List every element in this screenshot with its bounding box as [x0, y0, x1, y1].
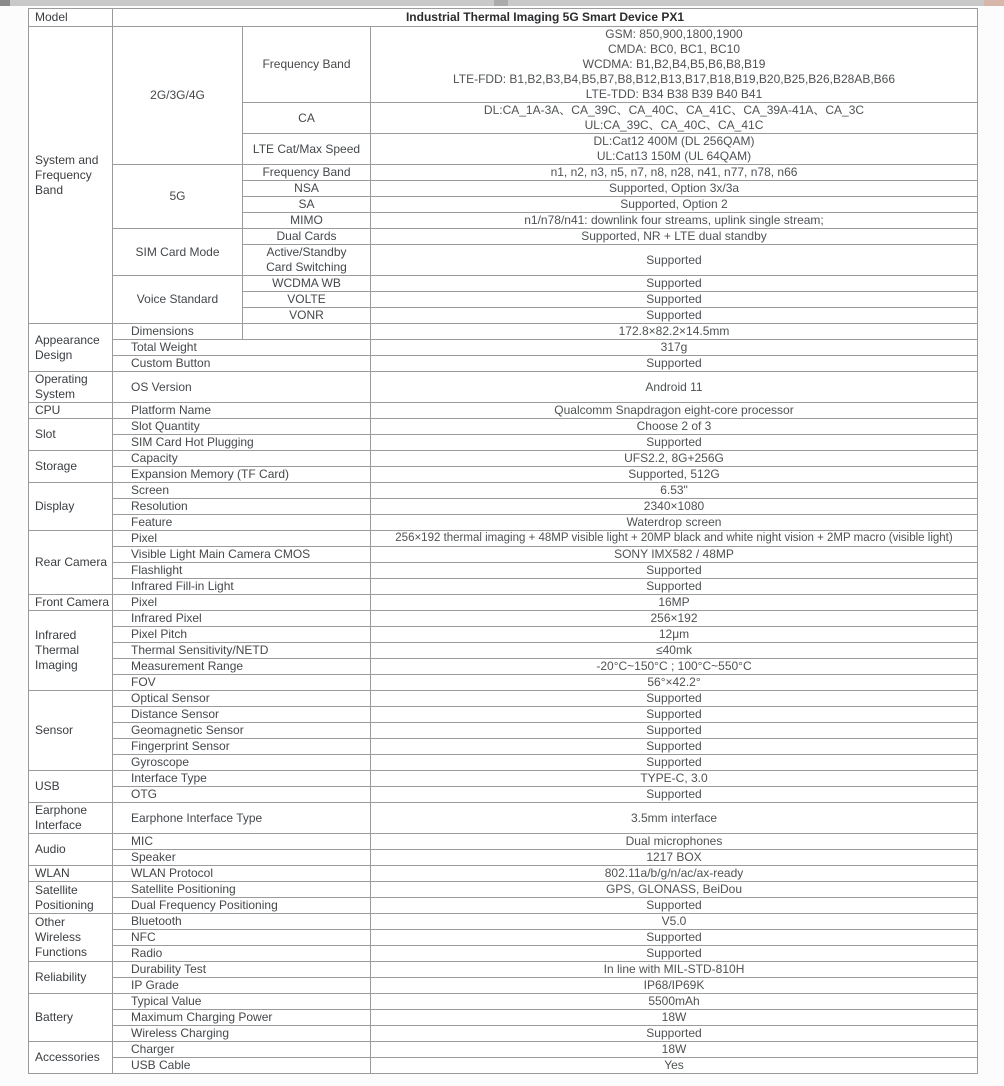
- spec-row: [29, 787, 978, 803]
- value-line: LTE-TDD: B34 B38 B39 B40 B41: [585, 87, 763, 101]
- spec-value-cell: Supported: [371, 1026, 978, 1042]
- category-cell: WLAN: [29, 866, 113, 882]
- spec-label-cell: MIMO: [243, 213, 371, 229]
- spec-value-cell: Supported: [371, 356, 978, 372]
- spec-label-cell: Satellite Positioning: [113, 882, 371, 898]
- top-edge-smudge-left: [0, 0, 10, 6]
- spec-value-cell: 5500mAh: [371, 994, 978, 1010]
- spec-label-cell: Bluetooth: [113, 914, 371, 930]
- category-cell: Operating System: [29, 372, 113, 403]
- category-cell: Front Camera: [29, 595, 113, 611]
- spec-label-cell: USB Cable: [113, 1058, 371, 1074]
- spec-label-cell: CA: [243, 103, 371, 134]
- spec-label-cell: NFC: [113, 930, 371, 946]
- spec-row: [29, 27, 978, 103]
- spec-value-cell: Supported: [371, 787, 978, 803]
- value-line: UL:Cat13 150M (UL 64QAM): [596, 149, 752, 163]
- spec-value-cell: 256×192 thermal imaging + 48MP visible light + 20MP black and white night vision + 2MP macro (visible light): [371, 531, 978, 547]
- spec-row: [29, 579, 978, 595]
- group-cell: 5G: [113, 165, 243, 229]
- spec-label-cell: SA: [243, 197, 371, 213]
- spec-label-cell: Screen: [113, 483, 371, 499]
- spec-value-cell: Supported: [371, 563, 978, 579]
- spec-label-cell: Thermal Sensitivity/NETD: [113, 643, 371, 659]
- spec-value-cell: n1, n2, n3, n5, n7, n8, n28, n41, n77, n78, n66: [371, 165, 978, 181]
- spec-value-cell: Supported: [371, 723, 978, 739]
- value-line: WCDMA: B1,B2,B4,B5,B6,B8,B19: [582, 57, 766, 71]
- spec-value-cell: Qualcomm Snapdragon eight-core processor: [371, 403, 978, 419]
- spec-label-cell: Infrared Pixel: [113, 611, 371, 627]
- spec-row: [29, 611, 978, 627]
- spec-value-cell: 802.11a/b/g/n/ac/ax-ready: [371, 866, 978, 882]
- spec-label-cell: Slot Quantity: [113, 419, 371, 435]
- spec-value-cell: Dual microphones: [371, 834, 978, 850]
- spec-label-cell: Visible Light Main Camera CMOS: [113, 547, 371, 563]
- spec-label-cell: Interface Type: [113, 771, 371, 787]
- spec-label-cell: Measurement Range: [113, 659, 371, 675]
- spec-row: [29, 467, 978, 483]
- spec-row: [29, 994, 978, 1010]
- spec-label-cell: [243, 245, 371, 276]
- spec-row: [29, 563, 978, 579]
- spec-row: [29, 898, 978, 914]
- spec-label-cell: Typical Value: [113, 994, 371, 1010]
- category-cell: Display: [29, 483, 113, 531]
- spec-label-cell: Platform Name: [113, 403, 371, 419]
- value-line: CMDA: BC0, BC1, BC10: [607, 42, 741, 56]
- spec-label-cell: Earphone Interface Type: [113, 803, 371, 834]
- category-cell: Battery: [29, 994, 113, 1042]
- spec-value-cell: Supported: [371, 276, 978, 292]
- spec-label-cell: Dual Frequency Positioning: [113, 898, 371, 914]
- spec-label-cell: Capacity: [113, 451, 371, 467]
- spec-value-cell: ≤40mk: [371, 643, 978, 659]
- spec-value-cell: Waterdrop screen: [371, 515, 978, 531]
- spec-label-cell: Speaker: [113, 850, 371, 866]
- spec-row: [29, 1058, 978, 1074]
- spec-value-cell: Supported: [371, 755, 978, 771]
- spec-row: [29, 419, 978, 435]
- spec-row: [29, 643, 978, 659]
- spec-row: [29, 403, 978, 419]
- spec-value-cell: Supported, NR + LTE dual standby: [371, 229, 978, 245]
- spec-value-cell: Android 11: [371, 372, 978, 403]
- spec-label-cell: Pixel Pitch: [113, 627, 371, 643]
- spec-value-cell: 256×192: [371, 611, 978, 627]
- spec-label-cell: NSA: [243, 181, 371, 197]
- spec-value-cell: 1217 BOX: [371, 850, 978, 866]
- empty-cell: [243, 324, 371, 340]
- spec-value-cell: UFS2.2, 8G+256G: [371, 451, 978, 467]
- spec-value-cell: Supported: [371, 308, 978, 324]
- spec-label-cell: Gyroscope: [113, 755, 371, 771]
- spec-row: [29, 165, 978, 181]
- spec-label-cell: Radio: [113, 946, 371, 962]
- top-edge-smudge-right: [984, 0, 1004, 6]
- spec-row: [29, 356, 978, 372]
- category-cell: Appearance Design: [29, 324, 113, 372]
- spec-label-cell: WLAN Protocol: [113, 866, 371, 882]
- category-cell: System and Frequency Band: [29, 27, 113, 324]
- model-value-cell: Industrial Thermal Imaging 5G Smart Device PX1: [113, 9, 978, 27]
- category-cell: Other Wireless Functions: [29, 914, 113, 962]
- spec-row: [29, 627, 978, 643]
- category-cell: Reliability: [29, 962, 113, 994]
- spec-label-cell: Charger: [113, 1042, 371, 1058]
- spec-label-cell: Pixel: [113, 595, 371, 611]
- spec-value-cell: TYPE-C, 3.0: [371, 771, 978, 787]
- top-edge-artifact: [0, 0, 1004, 6]
- spec-label-cell: Durability Test: [113, 962, 371, 978]
- spec-label-cell: Resolution: [113, 499, 371, 515]
- spec-row: [29, 914, 978, 930]
- spec-value-cell: [371, 103, 978, 134]
- spec-label-cell: Dimensions: [113, 324, 243, 340]
- spec-value-cell: Supported: [371, 691, 978, 707]
- spec-table: [28, 8, 978, 1074]
- value-line: DL:Cat12 400M (DL 256QAM): [593, 134, 755, 148]
- spec-label-cell: VONR: [243, 308, 371, 324]
- spec-value-cell: Supported: [371, 946, 978, 962]
- spec-label-cell: Pixel: [113, 531, 371, 547]
- category-cell: Rear Camera: [29, 531, 113, 595]
- spec-row: [29, 1026, 978, 1042]
- spec-value-cell: Supported, Option 3x/3a: [371, 181, 978, 197]
- spec-value-cell: Supported: [371, 707, 978, 723]
- category-cell: Audio: [29, 834, 113, 866]
- spec-label-cell: OS Version: [113, 372, 371, 403]
- spec-row: [29, 723, 978, 739]
- value-line: UL:CA_39C、CA_40C、CA_41C: [584, 118, 764, 132]
- category-cell: Storage: [29, 451, 113, 483]
- spec-row: [29, 531, 978, 547]
- spec-label-cell: FOV: [113, 675, 371, 691]
- value-line: Active/Standby: [266, 245, 347, 259]
- value-line: LTE-FDD: B1,B2,B3,B4,B5,B7,B8,B12,B13,B17,B18,B19,B20,B25,B26,B28AB,B66: [452, 72, 896, 86]
- spec-label-cell: Geomagnetic Sensor: [113, 723, 371, 739]
- spec-row: [29, 547, 978, 563]
- category-cell: USB: [29, 771, 113, 803]
- group-cell: 2G/3G/4G: [113, 27, 243, 165]
- spec-label-cell: LTE Cat/Max Speed: [243, 134, 371, 165]
- spec-label-cell: OTG: [113, 787, 371, 803]
- spec-value-cell: 18W: [371, 1010, 978, 1026]
- spec-value-cell: 12μm: [371, 627, 978, 643]
- spec-value-cell: Supported: [371, 579, 978, 595]
- spec-row: [29, 595, 978, 611]
- value-line: DL:CA_1A-3A、CA_39C、CA_40C、CA_41C、CA_39A-41A、CA_3C: [483, 103, 865, 117]
- spec-label-cell: WCDMA WB: [243, 276, 371, 292]
- spec-table-body: [29, 9, 978, 1074]
- spec-value-cell: -20°C~150°C ; 100°C~550°C: [371, 659, 978, 675]
- spec-value-cell: n1/n78/n41: downlink four streams, uplink single stream;: [371, 213, 978, 229]
- category-cell: Earphone Interface: [29, 803, 113, 834]
- spec-row: [29, 946, 978, 962]
- spec-row: [29, 962, 978, 978]
- spec-row: [29, 803, 978, 834]
- spec-value-cell: In line with MIL-STD-810H: [371, 962, 978, 978]
- spec-label-cell: Total Weight: [113, 340, 371, 356]
- spec-label-cell: Custom Button: [113, 356, 371, 372]
- category-cell: Sensor: [29, 691, 113, 771]
- spec-value-cell: [371, 27, 978, 103]
- spec-label-cell: Infrared Fill-in Light: [113, 579, 371, 595]
- spec-row: [29, 930, 978, 946]
- spec-row: [29, 483, 978, 499]
- spec-row: [29, 229, 978, 245]
- spec-value-cell: 16MP: [371, 595, 978, 611]
- spec-value-cell: Supported: [371, 930, 978, 946]
- spec-value-cell: 172.8×82.2×14.5mm: [371, 324, 978, 340]
- spec-row: [29, 435, 978, 451]
- value-line: GSM: 850,900,1800,1900: [605, 27, 743, 41]
- spec-label-cell: Optical Sensor: [113, 691, 371, 707]
- spec-label-cell: Feature: [113, 515, 371, 531]
- spec-row: [29, 1010, 978, 1026]
- spec-row: [29, 755, 978, 771]
- category-cell: CPU: [29, 403, 113, 419]
- spec-row: [29, 850, 978, 866]
- spec-value-cell: Supported: [371, 898, 978, 914]
- spec-row: [29, 515, 978, 531]
- spec-value-cell: Supported, 512G: [371, 467, 978, 483]
- spec-row: [29, 691, 978, 707]
- spec-value-cell: 56°×42.2°: [371, 675, 978, 691]
- spec-label-cell: IP Grade: [113, 978, 371, 994]
- spec-value-cell: Yes: [371, 1058, 978, 1074]
- spec-label-cell: Fingerprint Sensor: [113, 739, 371, 755]
- spec-value-cell: Supported: [371, 292, 978, 308]
- spec-row: [29, 675, 978, 691]
- value-line: Card Switching: [266, 260, 347, 274]
- spec-row: [29, 372, 978, 403]
- model-row: [29, 9, 978, 27]
- spec-row: [29, 659, 978, 675]
- spec-label-cell: Frequency Band: [243, 165, 371, 181]
- spec-value-cell: [371, 134, 978, 165]
- spec-label-cell: Maximum Charging Power: [113, 1010, 371, 1026]
- group-cell: SIM Card Mode: [113, 229, 243, 276]
- spec-value-cell: 6.53": [371, 483, 978, 499]
- group-cell: Voice Standard: [113, 276, 243, 324]
- spec-label-cell: VOLTE: [243, 292, 371, 308]
- category-cell: Accessories: [29, 1042, 113, 1074]
- spec-value-cell: Choose 2 of 3: [371, 419, 978, 435]
- spec-label-cell: Dual Cards: [243, 229, 371, 245]
- spec-row: [29, 866, 978, 882]
- spec-value-cell: Supported: [371, 739, 978, 755]
- model-label-cell: Model: [29, 9, 113, 27]
- spec-value-cell: 18W: [371, 1042, 978, 1058]
- spec-row: [29, 499, 978, 515]
- spec-value-cell: GPS, GLONASS, BeiDou: [371, 882, 978, 898]
- spec-row: [29, 451, 978, 467]
- spec-label-cell: Expansion Memory (TF Card): [113, 467, 371, 483]
- spec-label-cell: Frequency Band: [243, 27, 371, 103]
- spec-row: [29, 882, 978, 898]
- spec-label-cell: SIM Card Hot Plugging: [113, 435, 371, 451]
- spec-value-cell: 3.5mm interface: [371, 803, 978, 834]
- spec-value-cell: 2340×1080: [371, 499, 978, 515]
- spec-label-cell: Distance Sensor: [113, 707, 371, 723]
- category-cell: Infrared Thermal Imaging: [29, 611, 113, 691]
- spec-row: [29, 276, 978, 292]
- spec-row: [29, 324, 978, 340]
- spec-row: [29, 771, 978, 787]
- spec-value-cell: Supported: [371, 245, 978, 276]
- spec-value-cell: Supported, Option 2: [371, 197, 978, 213]
- spec-label-cell: Wireless Charging: [113, 1026, 371, 1042]
- spec-value-cell: SONY IMX582 / 48MP: [371, 547, 978, 563]
- spec-label-cell: MIC: [113, 834, 371, 850]
- spec-row: [29, 340, 978, 356]
- spec-value-cell: Supported: [371, 435, 978, 451]
- spec-value-cell: 317g: [371, 340, 978, 356]
- spec-row: [29, 978, 978, 994]
- top-edge-smudge-center: [494, 0, 508, 6]
- spec-row: [29, 707, 978, 723]
- spec-row: [29, 1042, 978, 1058]
- spec-row: [29, 834, 978, 850]
- spec-value-cell: IP68/IP69K: [371, 978, 978, 994]
- category-cell: Satellite Positioning: [29, 882, 113, 914]
- spec-label-cell: Flashlight: [113, 563, 371, 579]
- spec-value-cell: V5.0: [371, 914, 978, 930]
- category-cell: Slot: [29, 419, 113, 451]
- spec-row: [29, 739, 978, 755]
